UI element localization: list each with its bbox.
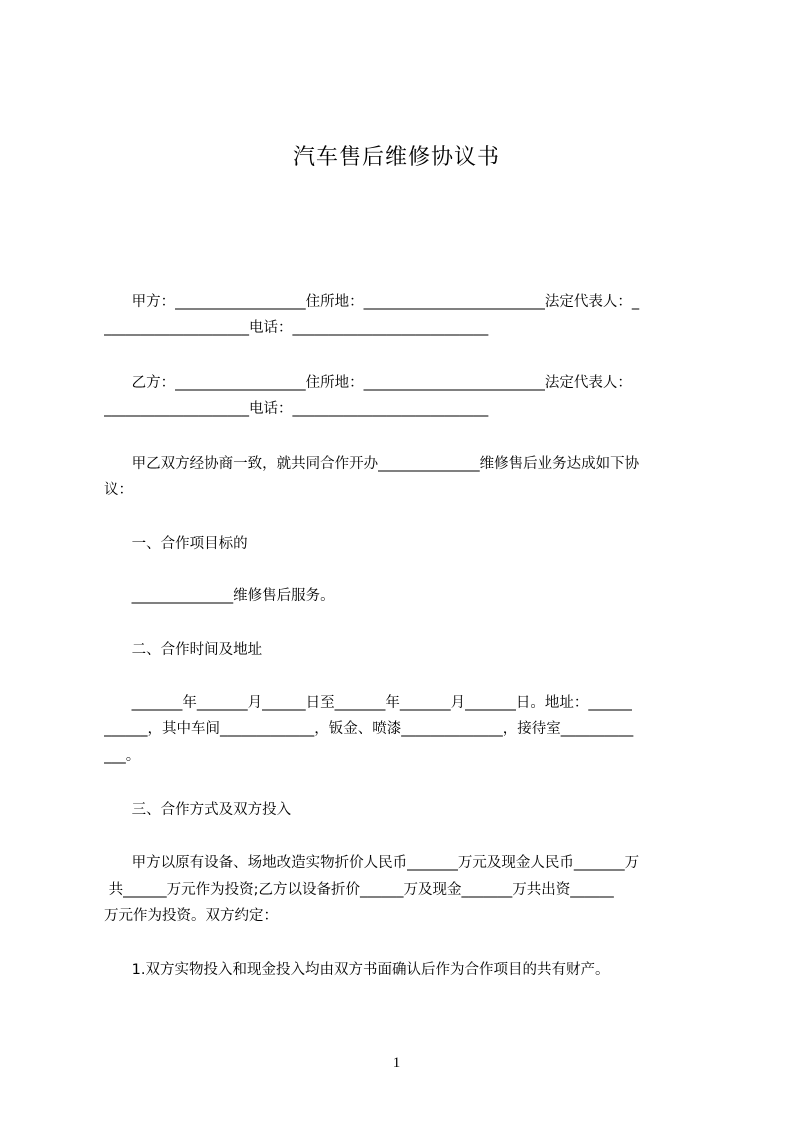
party-b-line-1: 乙方：__________________住所地：_________________________法定代表人： [104, 375, 632, 391]
intro-paragraph-line-1: 甲乙双方经协商一致，就共同合作开办______________维修售后业务达成如下协 [104, 456, 640, 472]
section-1-body: ______________维修售后服务。 [104, 588, 335, 604]
party-a-line-2: ____________________电话：___________________________ [104, 320, 489, 336]
party-b-line-2: ____________________电话：___________________________ [104, 401, 489, 417]
section-2-body-line-2: ______，其中车间_____________，钣金、喷漆______________，接待室__________ [104, 721, 634, 737]
section-3-body-line-2: 共______万元作为投资;乙方以设备折价______万及现金_______万共出资______ [104, 882, 614, 898]
section-3-heading: 三、合作方式及双方投入 [104, 802, 292, 818]
section-3-body-line-1: 甲方以原有设备、场地改造实物折价人民币_______万元及现金人民币_______万 [104, 855, 640, 871]
party-a-line-1: 甲方：__________________住所地：_________________________法定代表人：_ [104, 294, 640, 310]
clause-1: 1.双方实物投入和现金投入均由双方书面确认后作为合作项目的共有财产。 [104, 962, 610, 978]
page-number: 1 [392, 1055, 401, 1071]
section-2-body-line-1: _______年_______月______日至_______年_______月_______日。地址：______ [104, 695, 632, 711]
section-2-body-line-3: ___。 [104, 748, 141, 764]
document-title: 汽车售后维修协议书 [292, 145, 500, 170]
section-2-heading: 二、合作时间及地址 [104, 642, 263, 658]
section-1-heading: 一、合作项目标的 [104, 536, 248, 552]
intro-paragraph-line-2: 议： [104, 482, 133, 498]
section-3-body-line-3: 万元作为投资。双方约定： [104, 908, 278, 924]
